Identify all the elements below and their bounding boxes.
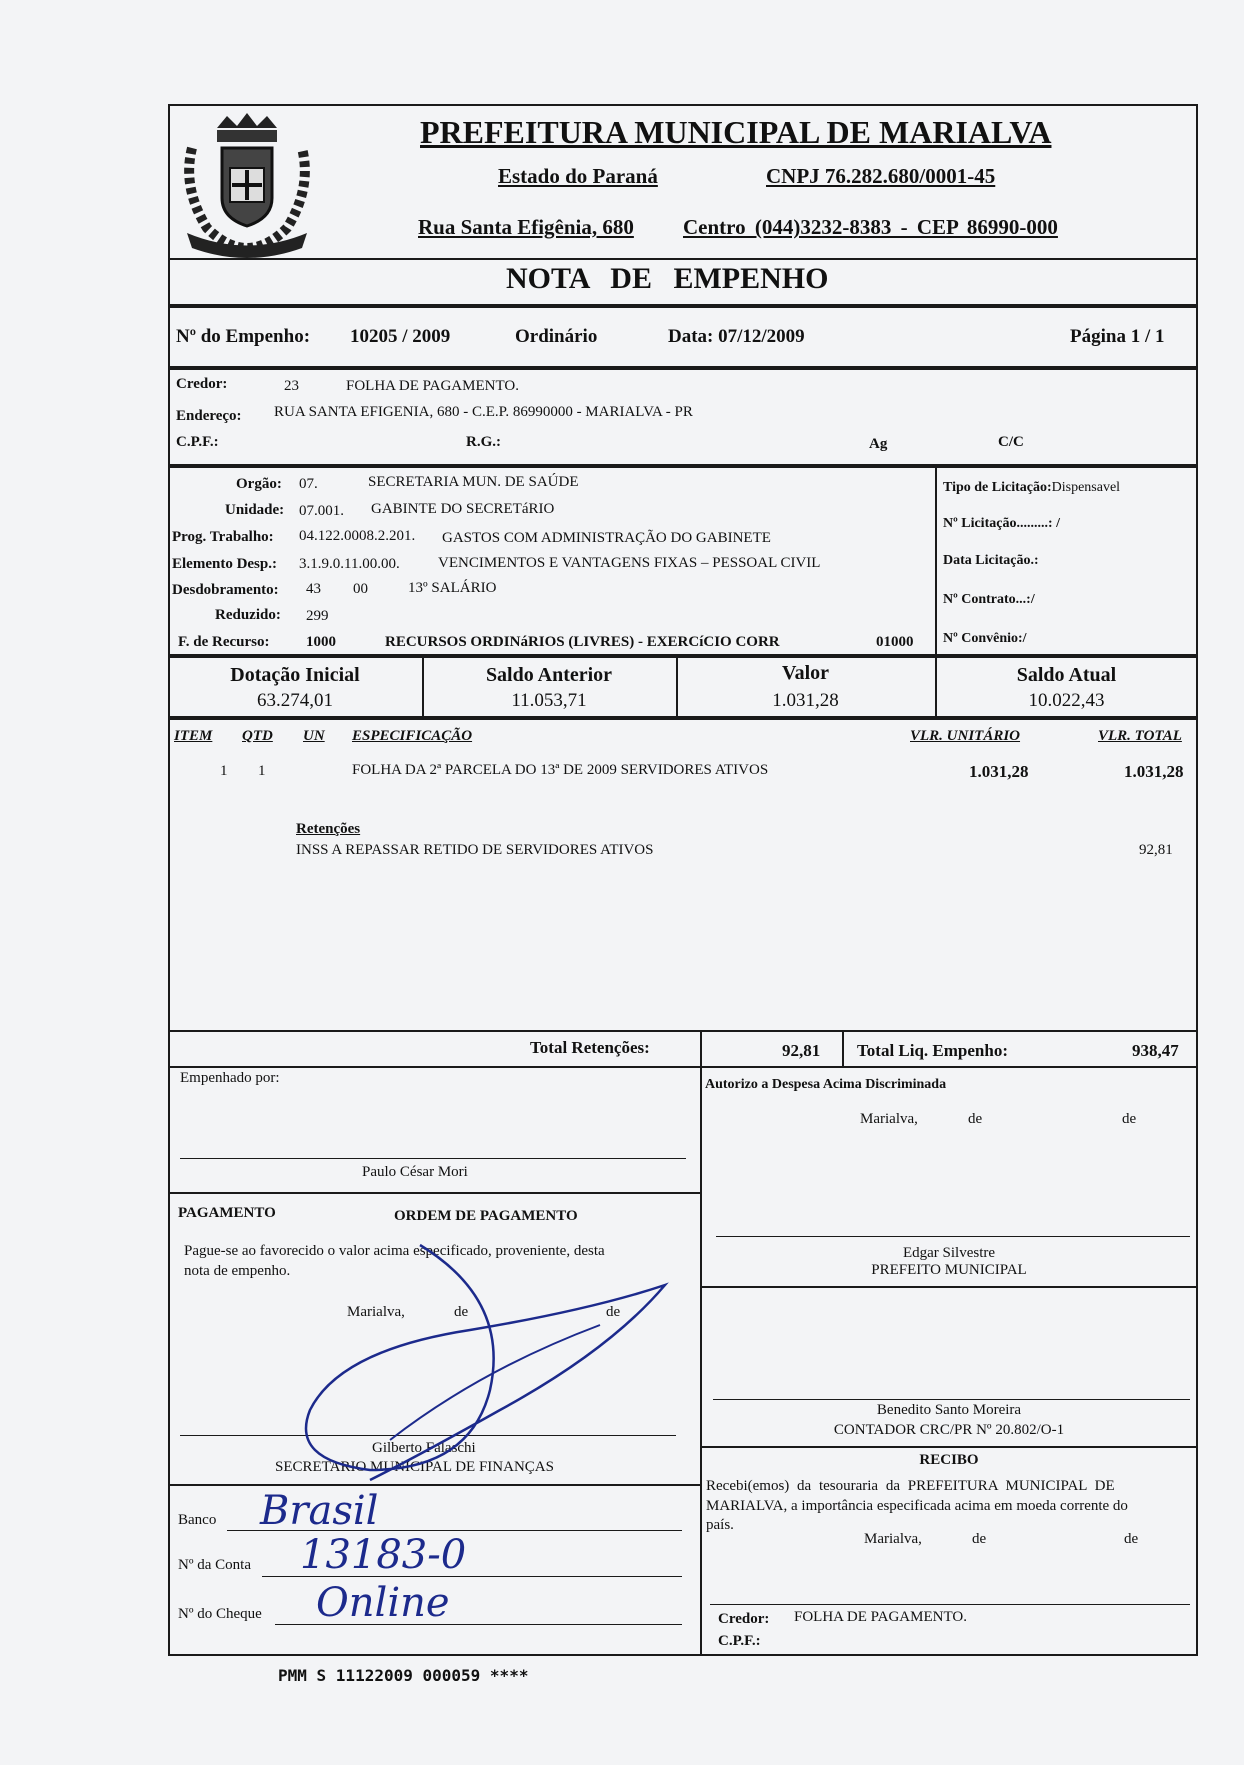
contract-number: Nº Contrato...:/	[943, 592, 1035, 607]
licitacao-date: Data Licitação.:	[943, 553, 1039, 568]
recibo-text-2: MARIALVA, a importância especificada acima em moeda corrente do	[706, 1498, 1128, 1514]
unidade-name: GABINTE DO SECRETáRIO	[371, 501, 555, 517]
saldo-anterior-label: Saldo Anterior	[485, 664, 613, 686]
elemento-label: Elemento Desp.:	[172, 556, 277, 572]
recibo-credor-label: Credor:	[718, 1611, 770, 1627]
row-item: 1	[220, 763, 228, 779]
row-unit-value: 1.031,28	[969, 762, 1029, 781]
orgao-code: 07.	[299, 476, 318, 492]
prefeito-name: Edgar Silvestre	[902, 1245, 996, 1261]
total-retencoes-label: Total Retenções:	[530, 1038, 650, 1057]
retencoes-label: Retenções	[296, 821, 361, 837]
secretary-signature	[270, 1240, 690, 1490]
orgao-name: SECRETARIA MUN. DE SAÚDE	[368, 474, 579, 490]
pagamento-label: PAGAMENTO	[178, 1205, 276, 1221]
street-address: Rua Santa Efigênia, 680	[418, 215, 634, 239]
autorizo-de-2: de	[1122, 1111, 1137, 1127]
col-total-header: VLR. TOTAL	[1098, 728, 1182, 744]
retencao-value: 92,81	[1139, 842, 1173, 858]
valor-label: Valor	[781, 662, 830, 684]
conta-label: Nº da Conta	[178, 1557, 251, 1573]
ordem-pagamento-title: ORDEM DE PAGAMENTO	[394, 1208, 578, 1224]
col-un-header: UN	[303, 728, 325, 744]
unidade-code: 07.001.	[299, 503, 344, 519]
cheque-label: Nº do Cheque	[178, 1606, 262, 1622]
recurso-number: 01000	[876, 634, 914, 650]
prog-label: Prog. Trabalho:	[172, 529, 274, 545]
totals-box	[168, 1030, 1198, 1068]
pagamento-marialva: Marialva,	[347, 1304, 405, 1320]
saldo-atual-value: 10.022,43	[1028, 690, 1105, 711]
licitacao-type-label	[943, 480, 1120, 496]
recibo-text-3: país.	[706, 1517, 734, 1533]
recurso-name: RECURSOS ORDINáRIOS (LIVRES) - EXERCíCIO CORR	[385, 634, 780, 650]
recibo-de-1: de	[972, 1531, 987, 1547]
empenho-number: 10205 / 2009	[350, 326, 451, 347]
document-title: NOTA DE EMPENHO	[506, 262, 829, 295]
cpf-label: C.P.F.:	[176, 434, 219, 450]
cc-label: C/C	[998, 434, 1024, 450]
col-unit-header: VLR. UNITÁRIO	[910, 728, 1021, 744]
elemento-code: 3.1.9.0.11.00.00.	[299, 556, 400, 572]
total-liq-label: Total Liq. Empenho:	[857, 1041, 1008, 1060]
contador-title: CONTADOR CRC/PR Nº 20.802/O-1	[833, 1422, 1065, 1438]
credor-code: 23	[284, 378, 299, 394]
cnpj: CNPJ 76.282.680/0001-45	[766, 164, 996, 188]
dotacao-label: Dotação Inicial	[230, 664, 360, 686]
col-item-header: ITEM	[174, 728, 213, 744]
cheque-value: Online	[316, 1580, 450, 1626]
banco-label: Banco	[178, 1512, 217, 1528]
secretario-name: Gilberto Falaschi	[372, 1440, 476, 1456]
banco-value: Brasil	[260, 1488, 379, 1534]
orgao-label: Orgão:	[236, 476, 282, 492]
credor-name: FOLHA DE PAGAMENTO.	[346, 378, 519, 394]
page-number: Página 1 / 1	[1070, 326, 1165, 347]
empenhado-name: Paulo César Mori	[362, 1164, 468, 1180]
empenho-date: Data: 07/12/2009	[668, 326, 805, 347]
retencao-description: INSS A REPASSAR RETIDO DE SERVIDORES ATIVOS	[296, 842, 654, 858]
desdobramento-name: 13º SALÁRIO	[408, 580, 497, 596]
total-retencoes-value: 92,81	[782, 1041, 821, 1060]
autorizo-marialva: Marialva,	[860, 1111, 918, 1127]
dotacao-value: 63.274,01	[257, 690, 333, 711]
pagamento-de-1: de	[454, 1304, 469, 1320]
prog-name: GASTOS COM ADMINISTRAÇÃO DO GABINETE	[442, 530, 771, 546]
desdobramento-b: 00	[353, 581, 368, 597]
elemento-name: VENCIMENTOS E VANTAGENS FIXAS – PESSOAL CIVIL	[438, 555, 821, 571]
conta-value: 13183-0	[300, 1532, 467, 1578]
empenhado-label: Empenhado por:	[180, 1070, 280, 1086]
recibo-de-2: de	[1124, 1531, 1139, 1547]
desdobramento-a: 43	[306, 581, 321, 597]
rg-label: R.G.:	[466, 434, 501, 450]
ag-label: Ag	[869, 436, 888, 452]
desdobramento-label: Desdobramento:	[172, 582, 279, 598]
valor-value: 1.031,28	[772, 690, 839, 711]
credor-label: Credor:	[176, 376, 228, 392]
row-qtd: 1	[258, 763, 266, 779]
empenho-type: Ordinário	[515, 326, 598, 347]
licitacao-number: Nº Licitação.........: /	[943, 516, 1060, 531]
pagamento-de-2: de	[606, 1304, 621, 1320]
row-description: FOLHA DA 2ª PARCELA DO 13ª DE 2009 SERVIDORES ATIVOS	[352, 762, 769, 778]
pagamento-text-2: nota de empenho.	[184, 1263, 291, 1279]
prog-code: 04.122.0008.2.201.	[299, 528, 416, 544]
autorizo-de-1: de	[968, 1111, 983, 1127]
autorizo-text: Autorizo a Despesa Acima Discriminada	[705, 1077, 947, 1092]
saldo-anterior-value: 11.053,71	[511, 690, 587, 711]
recibo-marialva: Marialva,	[864, 1531, 922, 1547]
coat-of-arms-logo	[172, 108, 322, 258]
district-phone-cep: Centro (044)3232-8383 - CEP 86990-000	[683, 215, 1058, 239]
saldo-atual-label: Saldo Atual	[1016, 664, 1117, 686]
col-qtd-header: QTD	[242, 728, 273, 744]
contador-name: Benedito Santo Moreira	[876, 1402, 1022, 1418]
total-liq-value: 938,47	[1132, 1041, 1179, 1060]
recibo-title: RECIBO	[919, 1452, 979, 1468]
reduzido-label: Reduzido:	[215, 607, 281, 623]
prefeito-title: PREFEITO MUNICIPAL	[871, 1262, 1027, 1278]
empenho-label: Nº do Empenho:	[176, 326, 311, 347]
unidade-label: Unidade:	[225, 502, 285, 518]
licitacao-type-label-text: Tipo de Licitação:	[943, 480, 1052, 495]
convenio-number: Nº Convênio:/	[943, 631, 1027, 646]
recurso-label: F. de Recurso:	[178, 634, 270, 650]
secretario-title: SECRETARIO MUNICIPAL DE FINANÇAS	[275, 1459, 554, 1475]
endereco-label: Endereço:	[176, 408, 242, 424]
col-espec-header: ESPECIFICAÇÃO	[352, 728, 473, 744]
row-total-value: 1.031,28	[1124, 762, 1184, 781]
org-title: PREFEITURA MUNICIPAL DE MARIALVA	[420, 114, 1052, 150]
recurso-code: 1000	[306, 634, 336, 650]
recibo-text-1: Recebi(emos) da tesouraria da PREFEITURA MUNICIPAL DE	[706, 1478, 1115, 1494]
state-name: Estado do Paraná	[498, 164, 658, 188]
recibo-cpf-label: C.P.F.:	[718, 1633, 761, 1649]
endereco-value: RUA SANTA EFIGENIA, 680 - C.E.P. 86990000 - MARIALVA - PR	[274, 404, 693, 420]
pagamento-text-1: Pague-se ao favorecido o valor acima especificado, proveniente, desta	[184, 1243, 605, 1259]
footer-code: PMM S 11122009 000059 ****	[278, 1666, 529, 1685]
licitacao-type-value: Dispensavel	[1051, 480, 1121, 495]
recibo-credor-value: FOLHA DE PAGAMENTO.	[794, 1609, 967, 1625]
reduzido-value: 299	[306, 608, 329, 624]
